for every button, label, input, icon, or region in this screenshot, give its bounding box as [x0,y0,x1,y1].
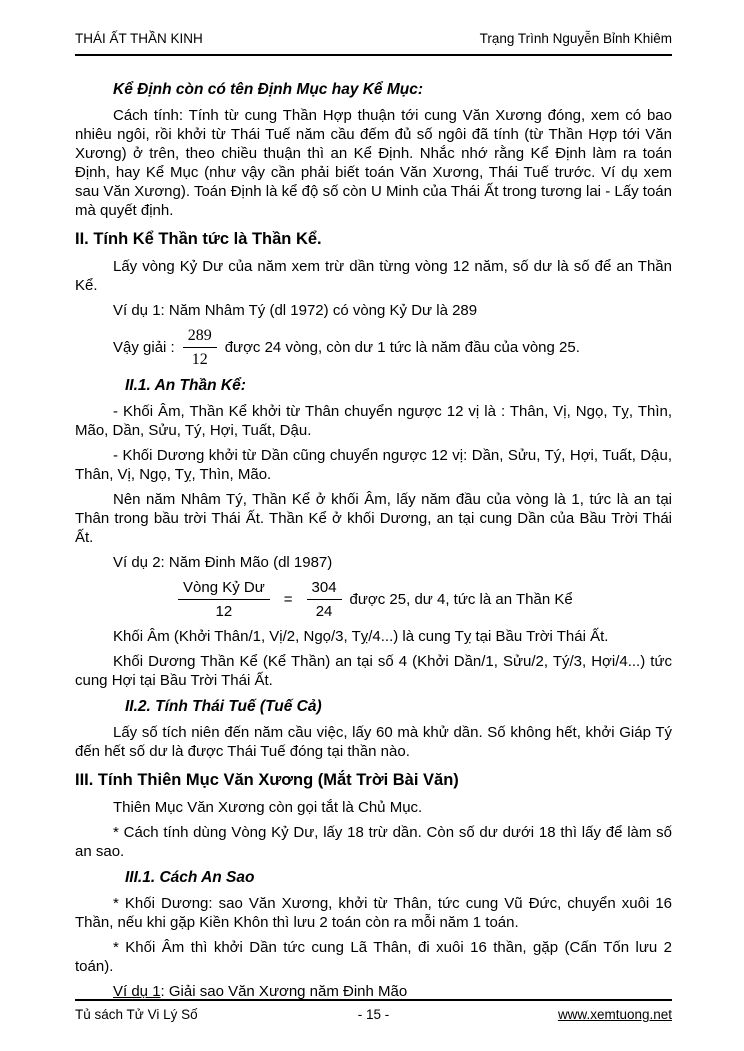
footer-website-link[interactable]: www.xemtuong.net [557,1007,672,1022]
footer-series-title: Tủ sách Tử Vi Lý Số [75,1007,198,1022]
fraction-denominator: 24 [315,603,333,620]
page-header [75,0,672,56]
fraction-denominator: 12 [215,603,233,620]
heading-section-ii: II. Tính Kể Thần tức là Thần Kể. [75,230,322,248]
footer-page-number: - 15 - [357,1007,390,1022]
paragraph-khoi-duong-cung-hoi: Khối Dương Thần Kể (Kể Thần) an tại số 4 (Khởi Dần/1, Sửu/2, Tý/3, Hợi/4...) tức cung Hợi tại Bầu Trời Thái Ất. [75,653,672,689]
paragraph-lay-so-tich-nien: Lấy số tích niên đến năm cầu việc, lấy 60 mà khử dần. Số không hết, khởi Giáp Tý đến hết số dư là được Thái Tuế đóng tại thần nào. [75,724,672,760]
fraction-denominator: 12 [191,351,208,368]
heading-section-iii1: III.1. Cách An Sao [125,869,255,886]
equation-2-result: được 25, dư 4, tức là an Thần Kể [349,591,573,608]
page-footer [75,999,672,1024]
paragraph-vi-du-2: Ví dụ 2: Năm Đinh Mão (dl 1987) [113,554,333,571]
equals-sign: = [283,591,293,608]
paragraph-khoi-am-cung-ty: Khối Âm (Khởi Thân/1, Vị/2, Ngọ/3, Tỵ/4...) là cung Tỵ tại Bầu Trời Thái Ất. [113,628,609,645]
header-author: Trạng Trình Nguyễn Bỉnh Khiêm [479,31,672,46]
heading-section-iii: III. Tính Thiên Mục Văn Xương (Mắt Trời Bài Văn) [75,771,459,789]
equation-2 [75,578,672,621]
paragraph-cach-tinh: Cách tính: Tính từ cung Thần Hợp thuận tới cung Văn Xương đóng, xem có bao nhiêu ngôi, rồi khởi từ Thái Tuế năm cầu đếm đủ số ngôi đã tính (từ Thần Hợp tới Văn Xương) ở trên, theo chiều thuận thì an Kể Định. Nhắc nhớ rằng Kể Định làm ra toán Định, hay Kể Mục (như vậy cần phải biết toán Văn Xương, Thái Tuế trước. Ví dụ xem sau Văn Xương). Toán Định là kể độ số còn U Minh của Thái Ất trong tương lai - Lấy toán mà quyết định. [75,107,672,219]
paragraph-nen-nam: Nên năm Nhâm Tý, Thần Kể ở khối Âm, lấy năm đầu của vòng là 1, tức là an tại Thân trong bầu trời Thái Ất. Thần Kể ở khối Dương, an tại cung Dần của Bầu Trời Thái Ất. [75,491,672,546]
fraction-numerator: Vòng Kỷ Dư [178,578,270,600]
page-body [75,80,672,1007]
vi-du-1-rest: : Giải sao Văn Xương năm Đinh Mão [160,983,408,1000]
header-book-title: THÁI ẤT THẦN KINH [75,31,203,46]
fraction-numerator: 304 [307,578,342,600]
equation-1-result: được 24 vòng, còn dư 1 tức là năm đầu của vòng 25. [224,339,580,356]
heading-section-ii1: II.1. An Thần Kể: [125,377,246,394]
paragraph-thien-muc: Thiên Mục Văn Xương còn gọi tắt là Chủ Mục. [113,799,423,816]
paragraph-lay-vong: Lấy vòng Kỷ Dư của năm xem trừ dần từng vòng 12 năm, số dư là số để an Thần Kể. [75,258,672,294]
paragraph-cach-tinh-dung: * Cách tính dùng Vòng Kỷ Dư, lấy 18 trừ dần. Còn số dư dưới 18 thì lấy để làm số an sao. [75,824,672,860]
fraction-304-24 [307,578,342,621]
equation-1-prefix: Vậy giải : [113,339,175,356]
paragraph-khoi-am: - Khối Âm, Thần Kể khởi từ Thân chuyển ngược 12 vị là : Thân, Vị, Ngọ, Tỵ, Thìn, Mão, Dần, Sửu, Tý, Hợi, Tuất, Dậu. [75,403,672,439]
paragraph-khoi-duong: - Khối Dương khởi từ Dần cũng chuyển ngược 12 vị: Dần, Sửu, Tý, Hợi, Tuất, Dậu, Thân, Vị, Ngọ, Tỵ, Thìn, Mão. [75,447,672,483]
paragraph-khoi-am-la-than: * Khối Âm thì khởi Dần tức cung Lã Thân, đi xuôi 16 thần, gặp (Cấn Tốn lưu 2 toán). [75,939,672,975]
paragraph-khoi-duong-van-xuong: * Khối Dương: sao Văn Xương, khởi từ Thân, tức cung Vũ Đức, chuyển xuôi 16 Thần, nếu khi gặp Kiền Khôn thì lưu 2 toán còn ra mỗi năm 1 toán. [75,895,672,931]
fraction-vong-ky-du-12 [178,578,270,621]
heading-section-ii2: II.2. Tính Thái Tuế (Tuế Cả) [125,698,322,715]
fraction-289-12 [183,326,217,369]
paragraph-vi-du-1: Ví dụ 1: Năm Nhâm Tý (dl 1972) có vòng Kỷ Dư là 289 [113,302,478,319]
heading-ke-dinh: Kể Định còn có tên Định Mục hay Kể Mục: [113,81,424,98]
equation-1 [75,326,672,369]
fraction-numerator: 289 [183,326,217,348]
vi-du-1-underlined-label: Ví dụ 1 [113,983,161,1000]
